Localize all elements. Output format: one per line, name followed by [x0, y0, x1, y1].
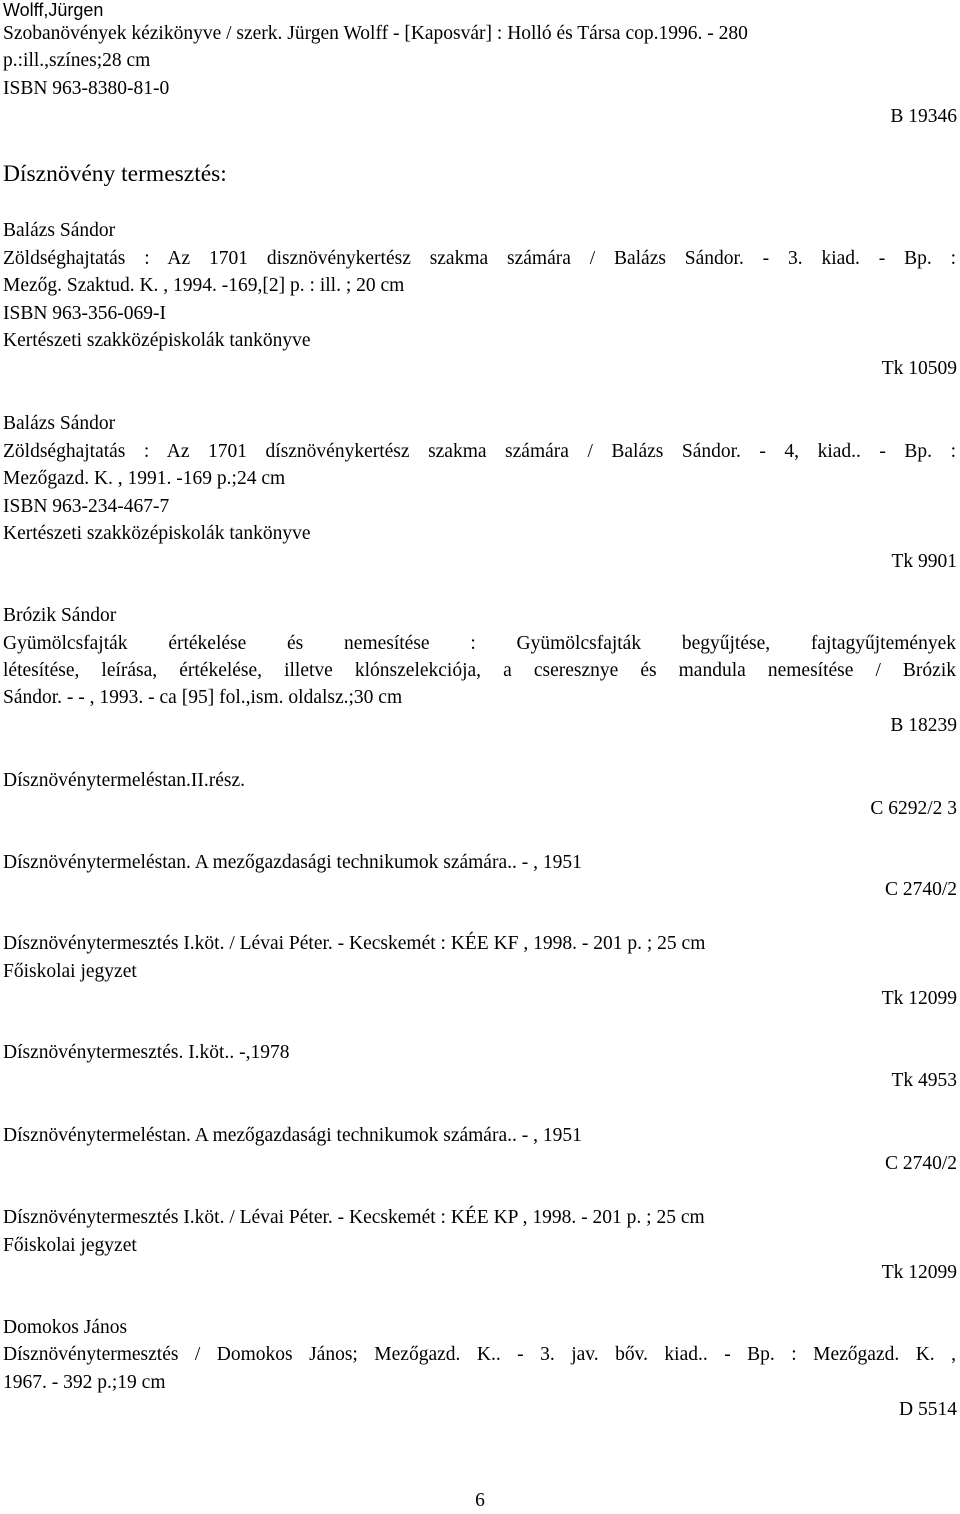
section-heading: Dísznövény termesztés:: [3, 161, 227, 187]
entry-author: Domokos János: [3, 1317, 128, 1338]
entry-author: Brózik Sándor: [3, 605, 117, 626]
shelf-mark: C 6292/2 3: [870, 798, 957, 819]
shelf-mark: Tk 9901: [891, 551, 957, 572]
entry-isbn: ISBN 963-8380-81-0: [3, 78, 170, 99]
entry-title-line: Dísznövénytermesztés I.köt. / Lévai Péter. - Kecskemét : KÉE KP , 1998. - 201 p. ; 25 cm: [3, 1207, 705, 1228]
entry-line: Mezőg. Szaktud. K. , 1994. -169,[2] p. : ill. ; 20 cm: [3, 275, 405, 296]
shelf-mark: C 2740/2: [884, 879, 957, 900]
shelf-mark: B 18239: [890, 715, 957, 736]
entry-line: p.:ill.,színes;28 cm: [3, 50, 151, 71]
entry-author: Balázs Sándor: [3, 413, 116, 434]
entry-note: Főiskolai jegyzet: [3, 961, 137, 982]
page-number: 6: [475, 1490, 485, 1511]
shelf-mark: B 19346: [890, 106, 957, 127]
entry-author: Balázs Sándor: [3, 220, 116, 241]
entry-note: Kertészeti szakközépiskolák tankönyve: [3, 330, 311, 351]
entry-title-line: Szobanövények kézikönyve / szerk. Jürgen Wolff - [Kaposvár] : Holló és Társa cop.1996. - 280: [3, 23, 748, 44]
entry-line: Mezőgazd. K. , 1991. -169 p.;24 cm: [3, 468, 286, 489]
shelf-mark: Tk 4953: [891, 1070, 957, 1091]
entry-title-line: Dísznövénytermeléstan. A mezőgazdasági technikumok számára.. - , 1951: [3, 1125, 582, 1146]
shelf-mark: Tk 12099: [881, 1262, 957, 1283]
entry-title-line: Dísznövénytermeléstan. A mezőgazdasági technikumok számára.. - , 1951: [3, 852, 582, 873]
entry-title-line: létesítése, leírása, értékelése, illetve klónszelekciója, a cseresznye és mandula nemesítése / Brózik: [3, 660, 956, 681]
shelf-mark: C 2740/2: [884, 1153, 957, 1174]
entry-title-line: Dísznövénytermesztés. I.köt.. -,1978: [3, 1042, 290, 1063]
entry-note: Főiskolai jegyzet: [3, 1235, 137, 1256]
entry-author: Wolff,Jürgen: [3, 0, 104, 20]
shelf-mark: Tk 10509: [881, 358, 957, 379]
entry-isbn: ISBN 963-234-467-7: [3, 496, 170, 517]
entry-line: 1967. - 392 p.;19 cm: [3, 1372, 166, 1393]
entry-title-line: Zöldséghajtatás : Az 1701 disznövénykertész szakma számára / Balázs Sándor. - 3. kiad. - Bp. :: [3, 248, 956, 269]
entry-title-line: Dísznövénytermesztés / Domokos János; Mezőgazd. K.. - 3. jav. bőv. kiad.. - Bp. : Mezőgazd. K. ,: [3, 1344, 956, 1365]
entry-title-line: Dísznövénytermesztés I.köt. / Lévai Péter. - Kecskemét : KÉE KF , 1998. - 201 p. ; 25 cm: [3, 933, 706, 954]
shelf-mark: D 5514: [899, 1399, 957, 1420]
entry-title-line: Dísznövénytermeléstan.II.rész.: [3, 770, 246, 791]
entry-title-line: Gyümölcsfajták értékelése és nemesítése : Gyümölcsfajták begyűjtése, fajtagyűjtemények: [3, 633, 956, 654]
entry-line: Sándor. - - , 1993. - ca [95] fol.,ism. oldalsz.;30 cm: [3, 687, 403, 708]
entry-note: Kertészeti szakközépiskolák tankönyve: [3, 523, 311, 544]
shelf-mark: Tk 12099: [881, 988, 957, 1009]
entry-title-line: Zöldséghajtatás : Az 1701 dísznövénykertész szakma számára / Balázs Sándor. - 4, kiad.. - Bp. :: [3, 441, 956, 462]
entry-isbn: ISBN 963-356-069-I: [3, 303, 167, 324]
